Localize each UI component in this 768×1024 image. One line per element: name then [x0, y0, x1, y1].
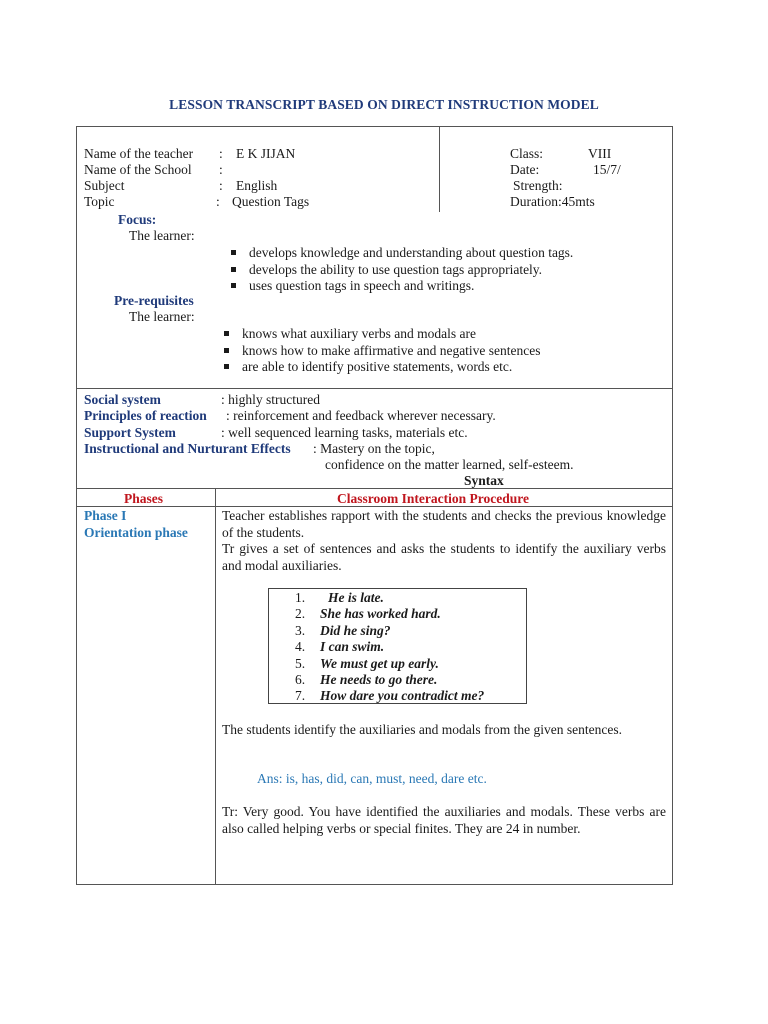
list-item: 7. How dare you contradict me?	[295, 688, 485, 704]
focus-learner: The learner:	[129, 228, 195, 243]
social-system-label: Social system	[84, 392, 161, 407]
class-label: Class:	[510, 146, 544, 161]
phase-name: Phase I	[84, 508, 127, 523]
effects-value: : Mastery on the topic,	[313, 441, 435, 456]
sentence-list	[295, 590, 484, 705]
answer-text: Ans: is, has, did, can, must, need, dare etc.	[257, 771, 487, 786]
subject-label: Subject	[84, 178, 125, 193]
focus-heading: Focus:	[118, 212, 157, 227]
phases-column-header: Phases	[124, 491, 164, 506]
list-item: 2. She has worked hard.	[295, 606, 441, 622]
topic-value: Question Tags	[232, 194, 310, 209]
info-column-divider	[439, 126, 440, 212]
principles-value: : reinforcement and feedback wherever necessary.	[226, 408, 496, 423]
list-item: knows how to make affirmative and negative sentences	[222, 343, 541, 360]
procedure-paragraph: Tr gives a set of sentences and asks the students to identify the auxiliary verbs and modal auxiliaries.	[222, 541, 666, 573]
prereq-learner: The learner:	[129, 309, 195, 324]
support-system-label: Support System	[84, 425, 176, 440]
date-value: 15/7/	[593, 162, 621, 177]
prereq-heading: Pre-requisites	[114, 293, 194, 308]
effects-label: Instructional and Nurturant Effects	[84, 441, 291, 456]
list-item: 4. I can swim.	[295, 639, 385, 655]
class-value: VIII	[588, 146, 612, 161]
support-system-value: : well sequenced learning tasks, materials etc.	[221, 425, 468, 440]
list-item: 6. He needs to go there.	[295, 671, 438, 687]
list-item: develops knowledge and understanding about question tags.	[229, 245, 573, 262]
procedure-column-header: Classroom Interaction Procedure	[337, 491, 529, 506]
strength-label: Strength:	[513, 178, 563, 193]
topic-label: Topic	[84, 194, 115, 209]
school-label: Name of the School	[84, 162, 192, 177]
duration-label: Duration:45mts	[510, 194, 595, 209]
school-colon: :	[219, 162, 223, 177]
list-item: develops the ability to use question tags appropriately.	[229, 262, 573, 279]
document-title: LESSON TRANSCRIPT BASED ON DIRECT INSTRUCTION MODEL	[169, 97, 599, 112]
phase-column-divider	[215, 488, 216, 885]
effects-value-continued: confidence on the matter learned, self-esteem.	[325, 457, 574, 472]
teacher-colon: :	[219, 146, 223, 161]
syntax-heading: Syntax	[464, 473, 504, 488]
focus-list	[229, 245, 573, 295]
procedure-paragraph: Teacher establishes rapport with the students and checks the previous knowledge of the students.	[222, 508, 666, 540]
list-item: uses question tags in speech and writings.	[229, 278, 573, 295]
syntax-divider	[76, 488, 673, 489]
list-item: knows what auxiliary verbs and modals are	[222, 326, 541, 343]
list-item: are able to identify positive statements, words etc.	[222, 359, 541, 376]
list-item: 3. Did he sing?	[295, 622, 391, 638]
prereq-list	[222, 326, 541, 376]
topic-colon: :	[216, 194, 220, 209]
teacher-label: Name of the teacher	[84, 146, 194, 161]
principles-label: Principles of reaction	[84, 408, 207, 423]
procedure-paragraph: The students identify the auxiliaries and modals from the given sentences.	[222, 722, 623, 737]
subject-colon: :	[219, 178, 223, 193]
phase-subtitle: Orientation phase	[84, 525, 188, 540]
date-label: Date:	[510, 162, 540, 177]
teacher-value: E K JIJAN	[236, 146, 296, 161]
list-item: 1. He is late.	[295, 590, 384, 605]
procedure-paragraph: Tr: Very good. You have identified the auxiliaries and modals. These verbs are also called helping verbs or special finites. They are 24 in number.	[222, 804, 666, 836]
list-item: 5. We must get up early.	[295, 655, 439, 671]
section-divider	[76, 388, 673, 389]
subject-value: English	[236, 178, 278, 193]
social-system-value: : highly structured	[221, 392, 320, 407]
